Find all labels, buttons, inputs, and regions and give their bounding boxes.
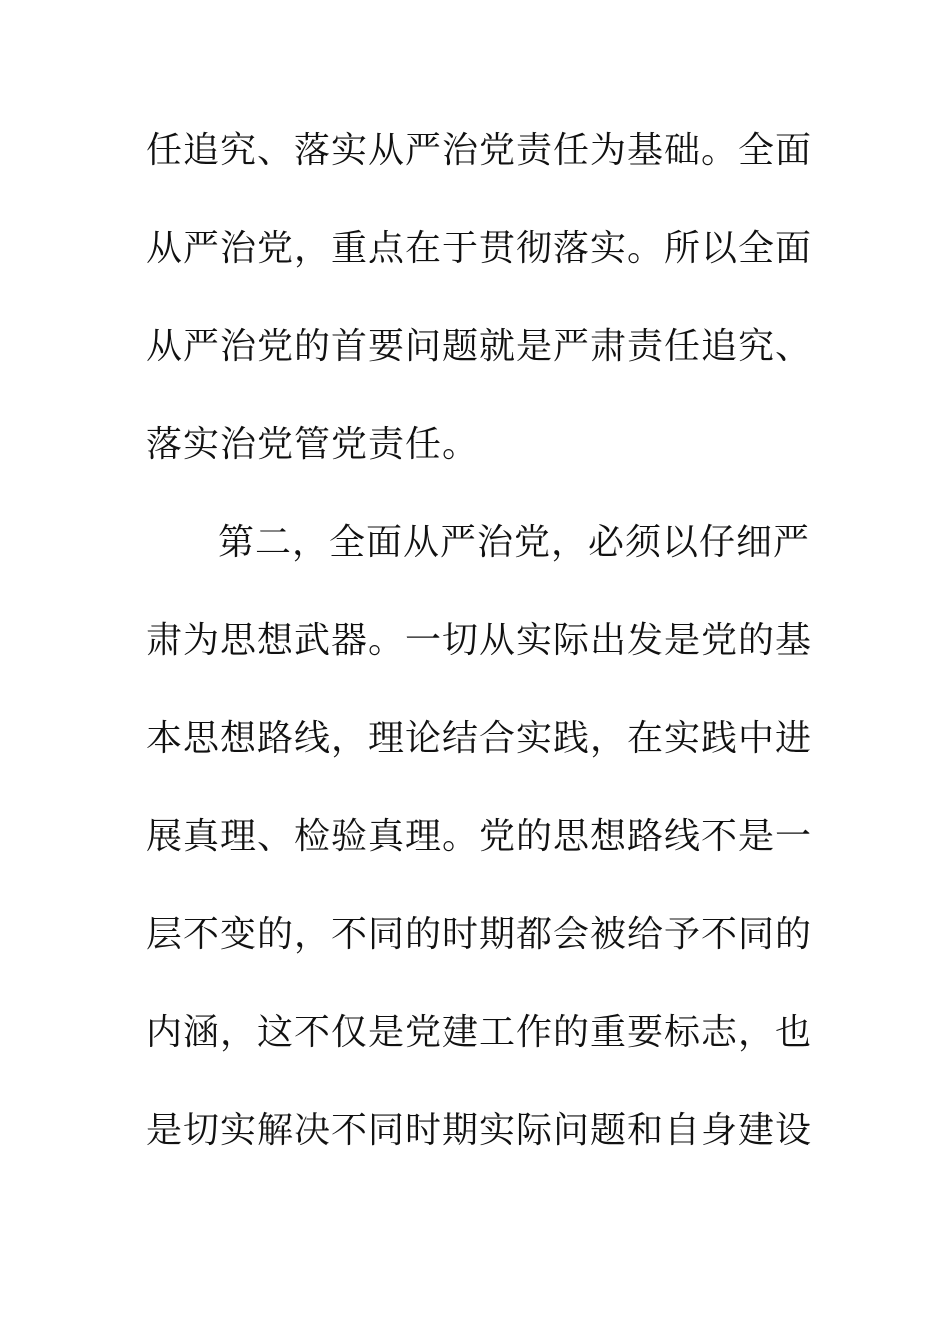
text-line: 肃为思想武器。一切从实际出发是党的基 [146,620,813,661]
text-line: 从严治党，重点在于贯彻落实。所以全面 [146,228,813,269]
text-line: 本思想路线，理论结合实践，在实践中进 [146,718,813,759]
text-line: 内涵，这不仅是党建工作的重要标志，也 [146,1012,813,1053]
text-line: 展真理、检验真理。党的思想路线不是一 [146,816,813,857]
text-line: 层不变的，不同的时期都会被给予不同的 [146,914,813,955]
text-line: 从严治党的首要问题就是严肃责任追究、 [146,326,813,367]
text-line: 是切实解决不同时期实际问题和自身建设 [146,1110,813,1151]
text-line: 落实治党管党责任。 [146,424,480,465]
body-text [146,118,813,1196]
paragraph-start-line: 第二，全面从严治党，必须以仔细严 [218,522,811,563]
text-line: 任追究、落实从严治党责任为基础。全面 [146,130,813,171]
